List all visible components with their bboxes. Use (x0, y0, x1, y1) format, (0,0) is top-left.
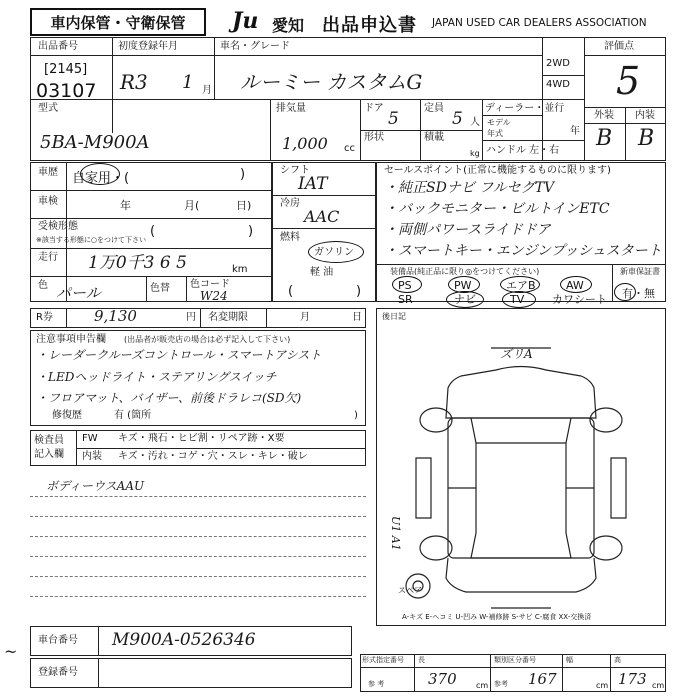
footer-width-label: 幅 (566, 656, 573, 664)
color-label: 色 (38, 280, 48, 291)
ac-label: 冷房 (280, 198, 300, 209)
car-name-value: ルーミー カスタムG (240, 70, 423, 94)
car-outline-diagram (376, 308, 666, 626)
equip-ps-circle (392, 276, 422, 293)
chassis-value: M900A-0526346 (112, 630, 256, 650)
footer-label-1b: 参 考 (368, 680, 385, 688)
exterior-label: 外装 (594, 110, 614, 121)
equip-airbag: エアB (506, 279, 536, 292)
inspector-label-2: 記入欄 (34, 449, 64, 460)
notes-line-2: ・LEDヘッドライト・ステアリングスイッチ (36, 370, 277, 384)
inspection-label: 車検 (38, 196, 58, 207)
fw-items: キズ・飛石・ヒビ割・リペア跡・X要 (118, 433, 285, 444)
inspector-label-1: 検査員 (34, 435, 64, 446)
ju-logo: Ju (232, 8, 259, 34)
notes-line-1: ・レーダークルーズコントロール・スマートアシスト (36, 348, 322, 362)
registration-month-unit: 月 (202, 85, 212, 96)
car-name-label: 車名・グレード (220, 41, 290, 52)
interior-items: キズ・汚れ・コゲ・穴・スレ・キレ・破レ (118, 451, 308, 462)
color-code-label: 色コード (190, 279, 230, 290)
shape-label: 形状 (364, 132, 384, 143)
grade-label: 評価点 (604, 41, 634, 52)
fuel-gas: ガソリン (314, 247, 354, 258)
fw-label: FW (82, 433, 98, 444)
selling-line-3: ・両側パワースライドドア (384, 222, 551, 238)
spare-label: スペア (398, 586, 422, 595)
guarantee-value: 有・無 (622, 287, 655, 300)
footer-label-2a: 類別区分番号 (494, 656, 536, 664)
diagram-note-top: ズリA (500, 347, 533, 361)
drive-4wd: 4WD (546, 79, 570, 90)
color-change-label: 色替 (150, 283, 170, 294)
inspection-month: 月( (184, 199, 200, 212)
name-change-label: 名変期限 (208, 312, 248, 323)
recycle-unit: 円 (186, 312, 196, 323)
fuel-label: 燃料 (280, 232, 300, 243)
recycle-value: 9,130 (94, 307, 137, 325)
footer-width-unit: cm (596, 681, 609, 690)
reception-close: ) (248, 224, 254, 239)
footer-length-unit: cm (476, 681, 489, 690)
selling-line-2: ・バックモニター・ビルトインETC (384, 201, 610, 217)
door-value: 5 (388, 109, 399, 129)
footer-height-unit: cm (652, 681, 665, 690)
ac-value: AAC (304, 207, 340, 226)
interior-label: 内装 (635, 110, 655, 121)
equip-aw: AW (566, 279, 584, 292)
interior-grade: B (638, 126, 655, 151)
repair-value: 有 (箇所 (114, 410, 152, 421)
registration-month: 1 (182, 72, 194, 93)
registration-year: R3 (120, 70, 148, 94)
capacity-label: 定員 (424, 103, 444, 114)
footer-height-label: 高 (614, 656, 621, 664)
margin-mark: ~ (4, 642, 18, 661)
diagram-note-side: U1 A1 (389, 516, 402, 551)
grade-score: 5 (616, 59, 641, 103)
footer-width-value: 167 (528, 670, 557, 688)
fuel-bracket-open: ( (288, 284, 294, 299)
guarantee-circle (614, 283, 636, 301)
inspection-year: 年 (120, 199, 131, 212)
drive-2wd: 2WD (546, 58, 570, 69)
exterior-grade: B (596, 126, 613, 151)
equip-seat: カワシート (552, 293, 607, 306)
door-label: ドア (364, 103, 384, 114)
lot-label: 出品番号 (38, 41, 78, 52)
capacity-value: 5 (452, 109, 463, 129)
fuel-gas-circle (308, 241, 364, 263)
capacity-unit: 人 (470, 117, 480, 128)
displacement-value: 1,000 (282, 134, 328, 153)
mileage-value: 1万0千3 6 5 (88, 253, 187, 273)
equip-sr: SR (398, 293, 413, 306)
color-code-value: W24 (200, 289, 228, 303)
name-change-month: 月 (300, 312, 310, 323)
equip-aw-circle (560, 276, 592, 293)
shift-label: シフト (280, 165, 310, 176)
model-year-unit: 年 (570, 126, 580, 137)
fuel-diesel: 軽 油 (310, 267, 334, 278)
history-label: 車歴 (38, 167, 58, 178)
displacement-unit: cc (344, 143, 355, 154)
equip-navi: ナビ (454, 293, 476, 306)
interior-items-label: 内装 (82, 451, 102, 462)
model-value: 5BA-M900A (40, 132, 150, 153)
footer-label-2b: 参考 (494, 680, 508, 688)
form-title: 出品申込書 (322, 15, 417, 36)
storage-stamp: 車内保管・守衛保管 (30, 8, 206, 36)
selling-label: セールスポイント(正常に機能するものに限ります) (384, 165, 611, 176)
selling-line-1: ・純正SDナビ フルセグTV (384, 180, 555, 196)
diagram-label: 後日記 (382, 312, 406, 321)
notes-label: 注意事項申告欄 (36, 334, 106, 345)
prefecture-label: 愛知 (272, 16, 305, 35)
lot-number: 03107 (36, 80, 97, 102)
footer-length-label: 長 (418, 656, 425, 664)
reception-open: ( (150, 224, 156, 239)
history-circle (80, 163, 120, 185)
equip-pw: PW (454, 279, 472, 292)
recycle-label: R券 (36, 312, 53, 323)
mileage-unit: km (232, 264, 248, 275)
equip-tv: TV (510, 293, 525, 306)
registration-label: 初度登録年月 (118, 41, 178, 52)
fuel-bracket-close: ) (356, 284, 362, 299)
displacement-label: 排気量 (276, 103, 306, 114)
load-unit: kg (470, 149, 480, 158)
inspection-day: 日) (236, 199, 252, 212)
notes-sub: (出品者が販売店の場合は必ず記入して下さい) (124, 335, 291, 344)
equip-tv-circle (502, 291, 536, 308)
model-label: 型式 (38, 103, 58, 114)
mileage-label: 走行 (38, 252, 58, 263)
reception-label: 受検形態 (38, 221, 78, 232)
color-value: パール (56, 284, 101, 302)
footer-label-1a: 形式指定番号 (362, 656, 404, 664)
equipment-label: 装備品(純正品に限り◎をつけてください) (390, 267, 540, 276)
handle-label: ハンドル 左・右 (486, 145, 560, 156)
diagram-legend: A-キズ E-ヘコミ U-凹み W-補修跡 S-サビ C-腐食 XX-交換済 (402, 613, 592, 621)
association-name: JAPAN USED CAR DEALERS ASSOCIATION (432, 17, 647, 29)
reg-number-label: 登録番号 (38, 667, 78, 678)
reception-note: ※該当する形態に○をつけて下さい (36, 236, 146, 244)
shift-value: IAT (298, 174, 328, 194)
history-value: 自家用・( (72, 171, 130, 186)
model-year-label2: 年式 (487, 129, 503, 138)
model-year-label: モデル (487, 118, 511, 127)
notes-line-3: ・フロアマット、バイザー、前後ドラレコ(SD欠) (36, 391, 302, 405)
name-change-day: 日 (352, 312, 362, 323)
equip-ps: PS (398, 279, 412, 292)
repair-label: 修復歴 (52, 410, 82, 421)
repair-close: ) (354, 410, 358, 421)
chassis-label: 車台番号 (38, 635, 78, 646)
history-close: ) (240, 167, 246, 182)
load-label: 積載 (424, 132, 444, 143)
inspector-remark: ボディーウスAAU (46, 479, 145, 493)
dealer-label: ディーラー・並行 (485, 103, 565, 114)
guarantee-label: 新車保証書 (620, 267, 660, 276)
footer-length-value: 370 (428, 670, 457, 688)
footer-height-value: 173 (618, 670, 647, 688)
lot-sub-number: [2145] (44, 62, 88, 77)
equip-navi-circle (446, 291, 484, 308)
selling-line-4: ・スマートキー・エンジンプッシュスタート (384, 243, 662, 259)
